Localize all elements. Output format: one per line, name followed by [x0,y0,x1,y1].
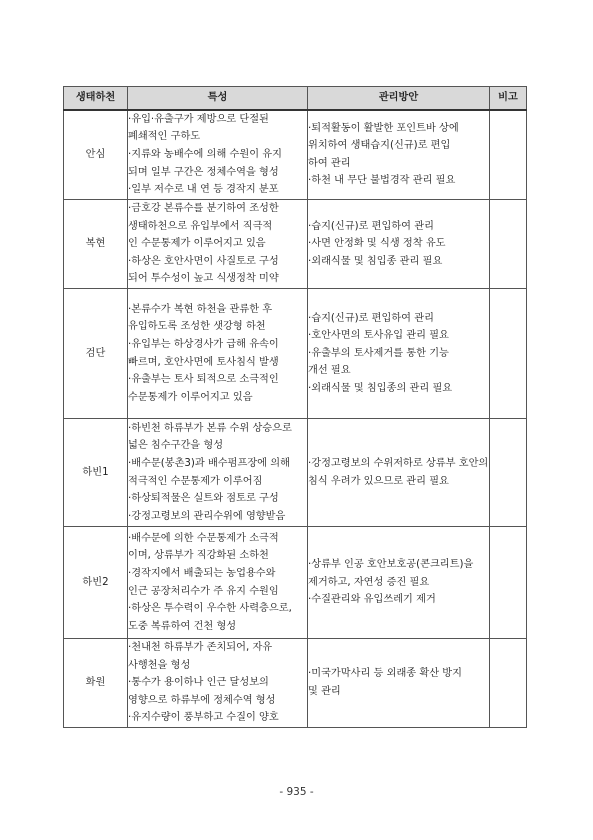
management-line: ·퇴적활동이 활발한 포인트바 상에 [308,122,459,134]
management-line: ·습지(신규)로 편입하여 관리 [308,312,434,324]
note-cell [490,289,527,419]
management-line: ·하천 내 무단 불법경작 관리 필요 [308,175,456,187]
feature-line: ·유지수량이 풍부하고 수질이 양호 [128,712,279,724]
table-header-row [64,87,527,110]
feature-line: ·하상퇴적물은 실트와 점토로 구성 [128,493,279,505]
management-line: 침식 우려가 있으므로 관리 필요 [308,475,449,487]
management-line: ·상류부 인공 호안보호공(콘크리트)을 [308,559,474,571]
management-line: ·습지(신규)로 편입하여 관리 [308,220,434,232]
stream-name-cell: 하빈1 [64,419,128,527]
feature-line: 폐쇄적인 구하도 [128,131,201,143]
management-cell [308,110,490,200]
management-line: ·호안사면의 토사유입 관리 필요 [308,330,449,342]
feature-line: 수문통제가 이루어지고 있음 [128,391,253,403]
feature-line: ·배수문에 의한 수문통제가 소극적 [128,532,279,544]
note-cell [490,639,527,728]
table-row [64,200,527,289]
note-cell [490,527,527,639]
feature-line: ·본류수가 복현 하천을 관류한 후 [128,303,273,315]
management-cell [308,289,490,419]
management-line: ·사면 안정화 및 식생 정착 유도 [308,238,446,250]
feature-line: 도중 복류하여 건천 형성 [128,620,237,632]
page-number: - 935 - [279,786,314,798]
header-features: 특성 [128,87,308,110]
features-cell [128,110,308,200]
management-line: 및 관리 [308,685,341,697]
feature-line: 사행천을 형성 [128,659,191,671]
table-row [64,527,527,639]
table-body [64,110,527,728]
management-cell [308,639,490,728]
feature-line: 되며 일부 구간은 정체수역을 형성 [128,166,279,178]
feature-line: 넓은 침수구간을 형성 [128,440,224,452]
management-line: ·미국가막사리 등 외래종 확산 방지 [308,668,462,680]
management-cell [308,200,490,289]
note-cell [490,419,527,527]
features-cell [128,289,308,419]
feature-line: ·천내천 하류부가 존치되어, 자유 [128,642,273,653]
note-cell [490,110,527,200]
feature-line: 빠르며, 호안사면에 토사침식 발생 [128,356,279,368]
stream-name-cell: 검단 [64,289,128,419]
feature-line: ·하상은 투수력이 우수한 사력층으로, [128,603,292,615]
management-line: ·외래식물 및 침입종의 관리 필요 [308,382,453,394]
feature-line: 영향으로 하류부에 정체수역 형성 [128,694,276,706]
table-row [64,639,527,728]
management-cell [308,527,490,639]
management-line: 하여 관리 [308,157,351,169]
ecological-stream-table [63,86,527,728]
management-line: ·유출부의 토사제거를 통한 기능 [308,347,449,359]
feature-line: ·유입부는 하상경사가 급해 유속이 [128,338,279,350]
feature-line: ·지류와 농배수에 의해 수원이 유지 [128,148,282,160]
management-line: 제거하고, 자연성 증진 필요 [308,576,430,588]
feature-line: ·통수가 용이하나 인근 달성보의 [128,677,269,689]
feature-line: 이며, 상류부가 직강화된 소하천 [128,550,269,562]
stream-name-cell: 하빈2 [64,527,128,639]
feature-line: ·하빈천 하류부가 본류 수위 상승으로 [128,422,292,434]
note-cell [490,200,527,289]
feature-line: ·배수문(봉촌3)과 배수펌프장에 의해 [128,457,290,469]
management-cell [308,419,490,527]
feature-line: ·유입·유출구가 제방으로 단절된 [128,113,269,125]
feature-line: 인근 공장처리수가 주 유지 수원임 [128,585,279,597]
feature-line: ·금호강 본류수를 분기하여 조성한 [128,203,279,215]
feature-line: 인 수문통제가 이루어지고 있음 [128,238,266,250]
table-row [64,289,527,419]
management-line: ·외래식물 및 침입종 관리 필요 [308,255,443,267]
feature-line: 유입하도록 조성한 샛강형 하천 [128,321,266,333]
feature-line: ·일부 저수로 내 연 등 경작지 분포 [128,184,279,196]
management-line: ·강정고령보의 수위저하로 상류부 호안의 [308,457,489,469]
stream-name-cell: 안심 [64,110,128,200]
feature-line: ·경작지에서 배출되는 농업용수와 [128,567,276,579]
feature-line: 적극적인 수문통제가 이루어짐 [128,475,263,487]
stream-name-cell: 화원 [64,639,128,728]
stream-name-cell: 복현 [64,200,128,289]
features-cell [128,200,308,289]
table-row [64,419,527,527]
feature-line: 되어 투수성이 높고 식생정착 미약 [128,273,279,285]
header-management: 관리방안 [308,87,490,110]
feature-line: ·유출부는 토사 퇴적으로 소극적인 [128,374,279,386]
management-line: 개선 필요 [308,365,351,377]
feature-line: 생태하천으로 유입부에서 직극적 [128,220,273,232]
table-row [64,110,527,200]
management-line: ·수질관리와 유입쓰레기 제거 [308,594,436,606]
management-line: 위치하여 생태습지(신규)로 편입 [308,140,451,152]
features-cell [128,419,308,527]
feature-line: ·하상은 호안사면이 사질토로 구성 [128,255,279,267]
header-stream: 생태하천 [64,87,128,110]
features-cell [128,527,308,639]
features-cell [128,639,308,728]
feature-line: ·강정고령보의 관리수위에 영향받음 [128,510,286,522]
header-note: 비고 [490,87,527,110]
